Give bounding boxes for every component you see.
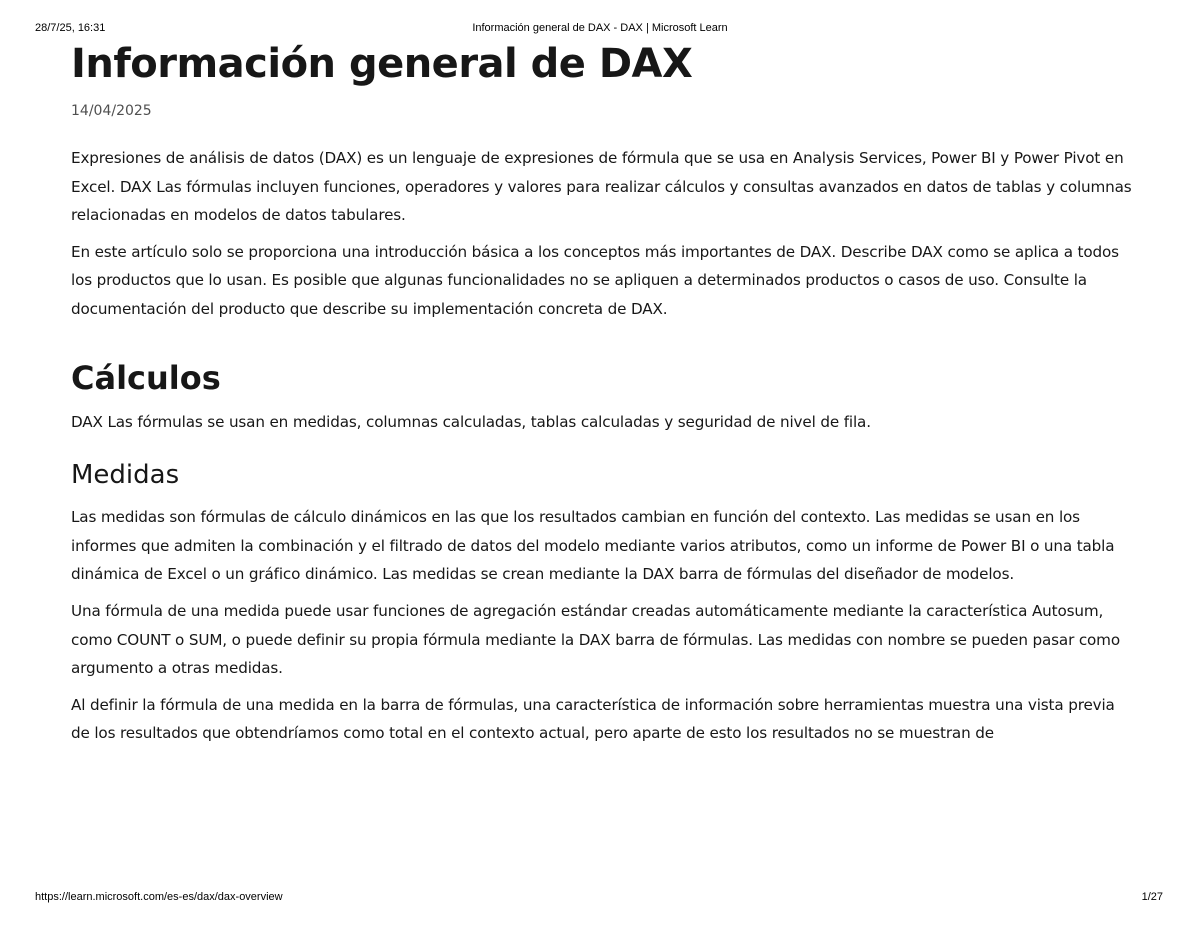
intro-paragraph: Expresiones de análisis de datos (DAX) es un lenguaje de expresiones de fórmula que se usa en Analysis Services, Power BI y Power Pivot en Excel. DAX Las fórmulas incluyen funciones, operadores y valores para realizar cálculos y consultas avanzados en datos de tablas y columnas relacionadas en modelos de datos tabulares.: [71, 149, 1132, 225]
calculos-paragraph: DAX Las fórmulas se usan en medidas, columnas calculadas, tablas calculadas y seguridad de nivel de fila.: [71, 412, 871, 431]
page-number: 1/27: [1141, 891, 1163, 903]
section-heading-medidas: Medidas: [71, 460, 180, 491]
page-url: https://learn.microsoft.com/es-es/dax/dax-overview: [35, 891, 283, 903]
print-page-title: Información general de DAX - DAX | Microsoft Learn: [472, 22, 728, 34]
print-header: [0, 22, 1200, 38]
medidas-paragraph: Una fórmula de una medida puede usar funciones de agregación estándar creadas automáticamente mediante la característica Autosum, como COUNT o SUM, o puede definir su propia fórmula mediante la DAX barra de fórmulas. Las medidas con nombre se pueden pasar como argumento a otras medidas.: [71, 601, 1120, 678]
article-content: [71, 38, 1133, 748]
medidas-paragraph: Al definir la fórmula de una medida en la barra de fórmulas, una característica de información sobre herramientas muestra una vista previa de los resultados que obtendríamos como total en el contexto actual, pero aparte de esto los resultados no se muestran de: [71, 695, 1115, 743]
section-heading-calculos: Cálculos: [71, 358, 221, 397]
page-title: Información general de DAX: [71, 41, 693, 87]
print-footer: [0, 891, 1200, 907]
medidas-paragraph: Las medidas son fórmulas de cálculo dinámicos en las que los resultados cambian en función del contexto. Las medidas se usan en los informes que admiten la combinación y el filtrado de datos del modelo mediante varios atributos, como un informe de Power BI o una tabla dinámica de Excel o un gráfico dinámico. Las medidas se crean mediante la DAX barra de fórmulas del diseñador de modelos.: [71, 508, 1115, 584]
article-date: 14/04/2025: [71, 103, 152, 119]
print-datetime: 28/7/25, 16:31: [35, 22, 106, 34]
intro-paragraph: En este artículo solo se proporciona una introducción básica a los conceptos más importantes de DAX. Describe DAX como se aplica a todos los productos que lo usan. Es posible que algunas funcionalidades no se apliquen a determinados productos o casos de uso. Consulte la documentación del producto que describe su implementación concreta de DAX.: [71, 242, 1119, 318]
